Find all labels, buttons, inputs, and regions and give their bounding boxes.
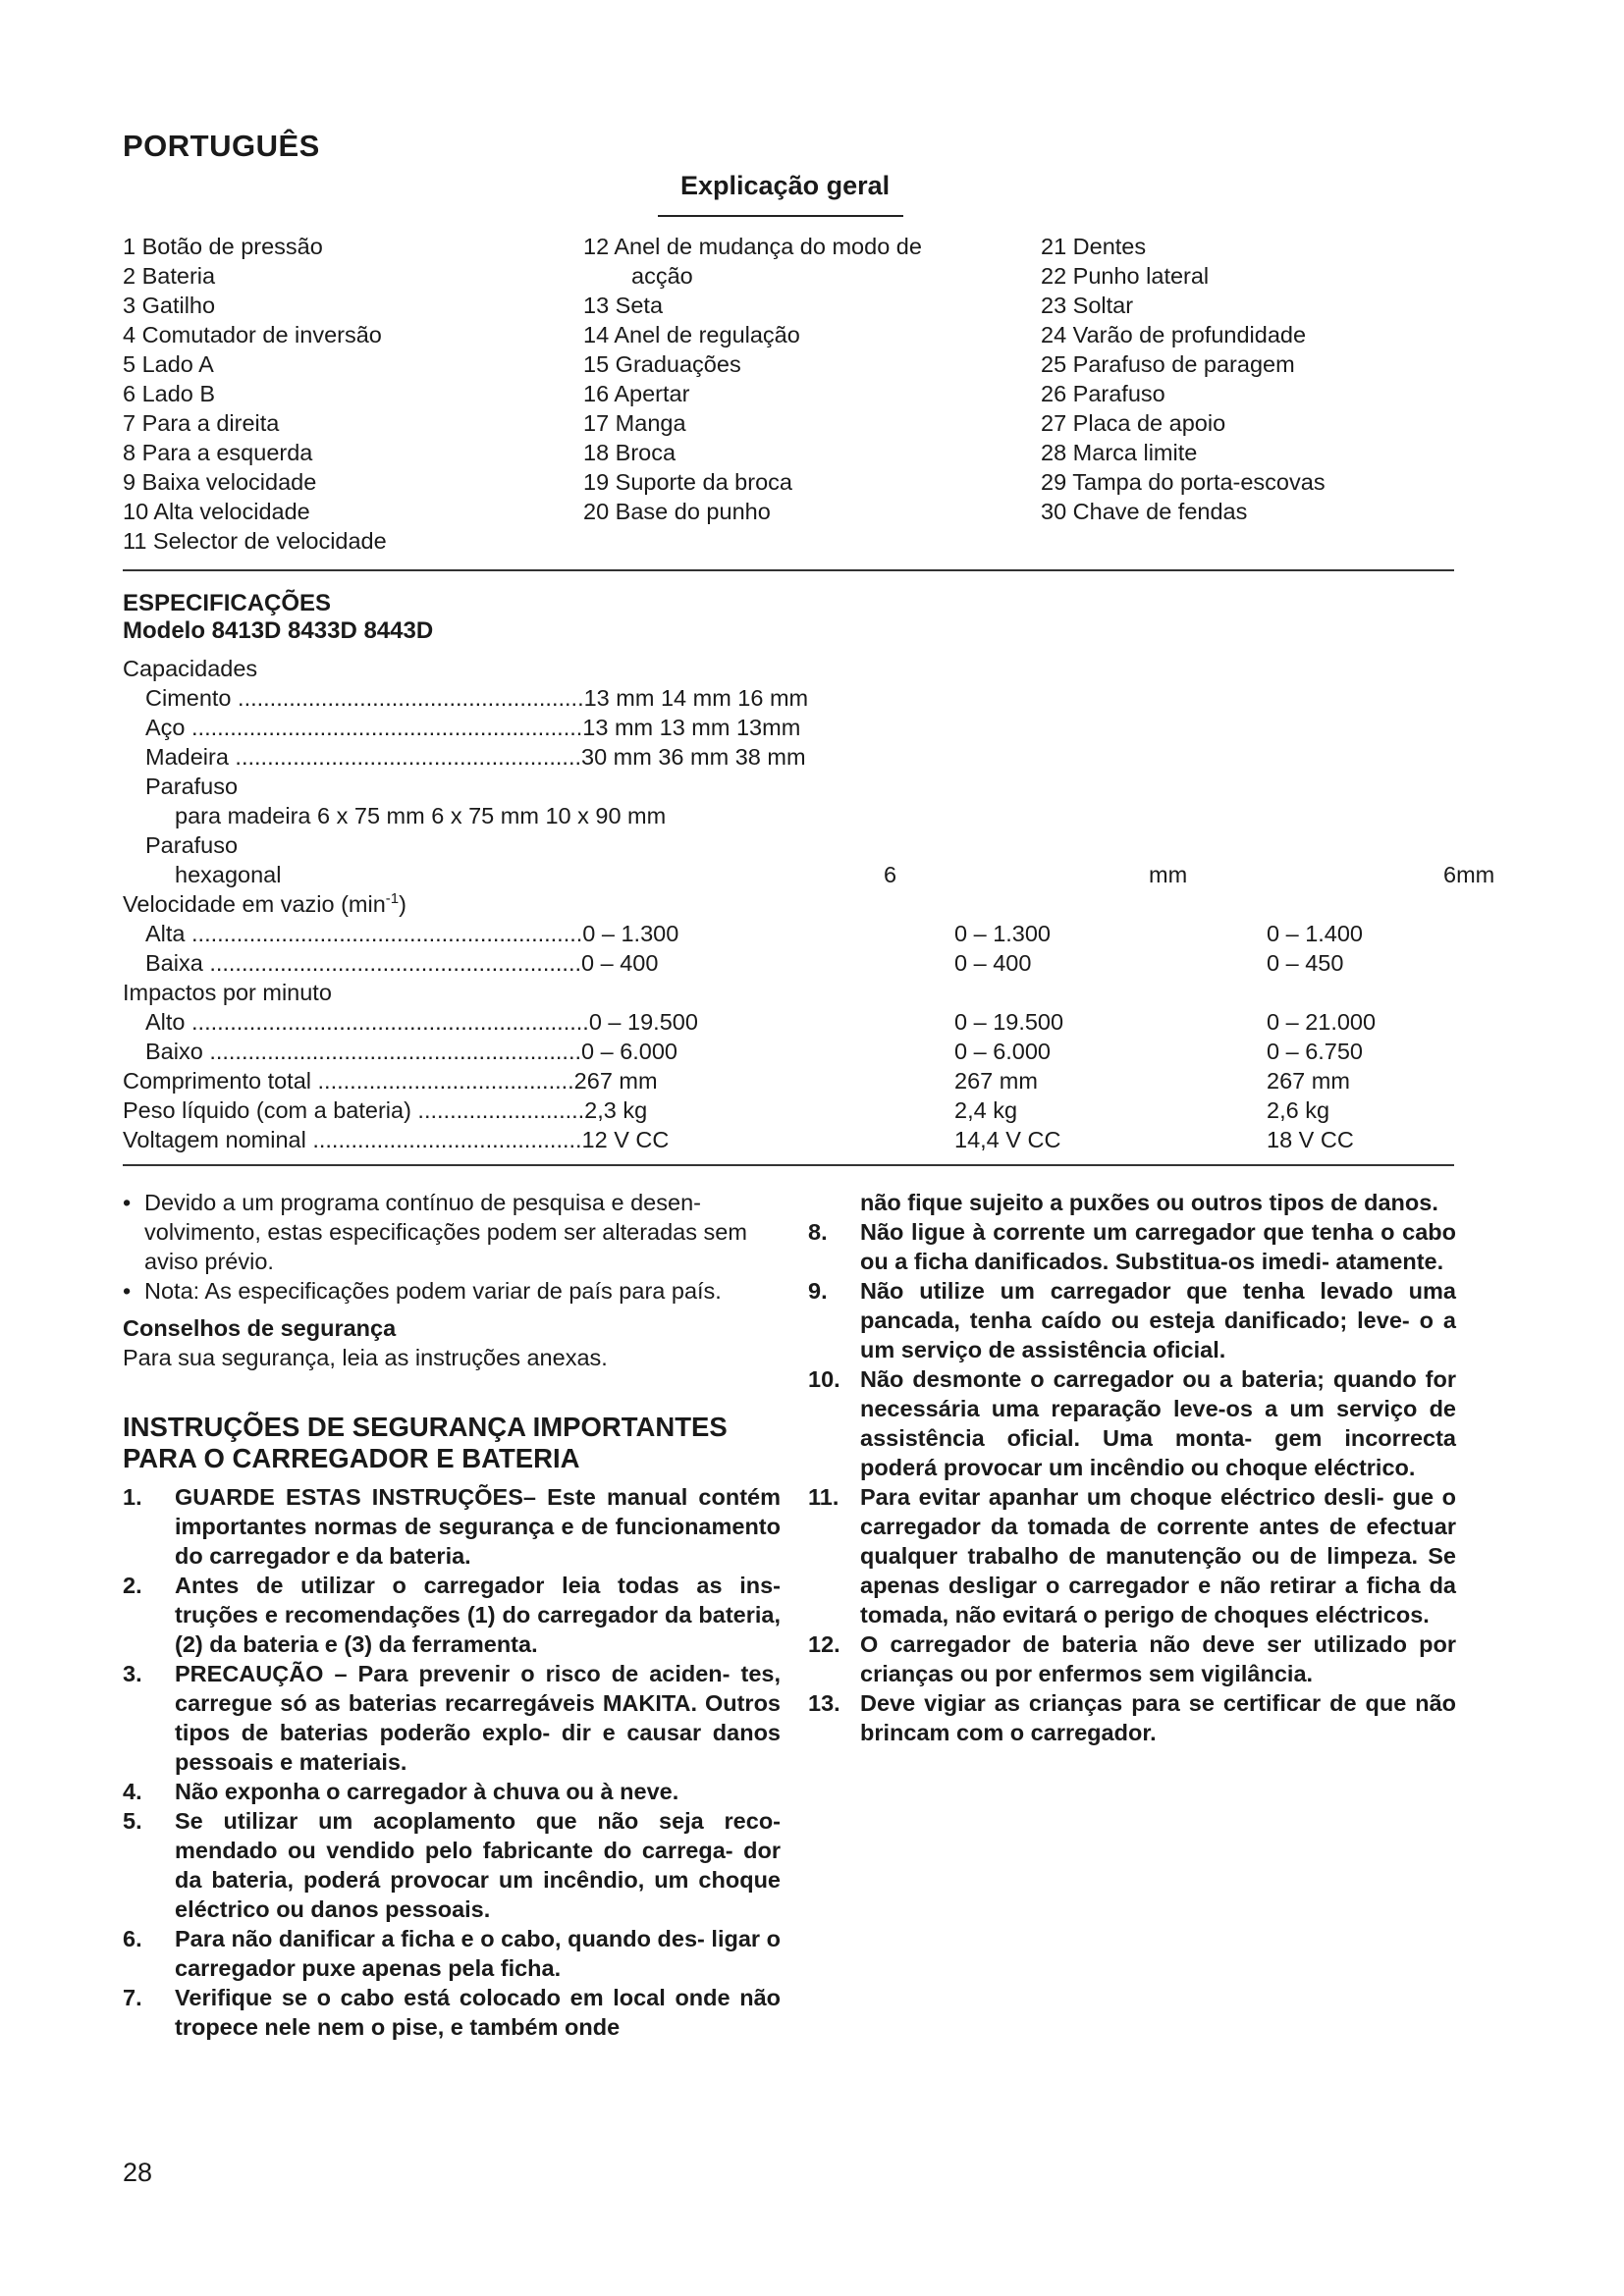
spec-value: 267 mm xyxy=(954,1068,1038,1094)
spec-value: 6mm xyxy=(1443,862,1495,887)
parts-item: 1 Botão de pressão xyxy=(123,234,323,259)
spec-value: 0 – 6.750 xyxy=(1267,1039,1364,1064)
instruction-item: 10. Não desmonte o carregador ou a bateria; quando for necessária uma reparação leve-os a um serviço de assistência oficial. Uma monta- gem incorrecta poderá provocar um incêndio ou choque eléctrico. xyxy=(808,1366,1456,1480)
parts-item-continuation: acção xyxy=(631,263,693,289)
spec-row-alta xyxy=(0,919,1624,948)
parts-list-title: Explicação geral xyxy=(680,171,891,200)
instruction-item-continuation: não fique sujeito a puxões ou outros tipos de danos. xyxy=(860,1190,1438,1215)
spec-label: Comprimento total ........................................267 mm xyxy=(123,1068,658,1094)
spec-value: 18 V CC xyxy=(1267,1127,1354,1152)
instruction-item: 8. Não ligue à corrente um carregador que tenha o cabo ou a ficha danificados. Substitua-os imedi- atamente. xyxy=(808,1219,1456,1274)
spec-label: para madeira 6 x 75 mm 6 x 75 mm 10 x 90 mm xyxy=(175,803,667,828)
safety-advice-text: Para sua segurança, leia as instruções anexas. xyxy=(123,1345,608,1370)
parts-item: 3 Gatilho xyxy=(123,293,216,318)
parts-column-3 xyxy=(1041,232,1326,526)
parts-item: 17 Manga xyxy=(583,410,686,436)
bullet-glyph: • xyxy=(123,1190,132,1215)
instruction-item: 6. Para não danificar a ficha e o cabo, quando des- ligar o carregador puxe apenas pela ficha. xyxy=(123,1926,781,1981)
spec-label-close: ) xyxy=(399,891,406,917)
parts-item: 27 Placa de apoio xyxy=(1041,410,1226,436)
parts-item: 8 Para a esquerda xyxy=(123,440,313,465)
parts-item: 23 Soltar xyxy=(1041,293,1134,318)
instruction-item: 13. Deve vigiar as crianças para se certificar de que não brincam com o carregador. xyxy=(808,1690,1456,1745)
spec-value: 0 – 1.300 xyxy=(954,921,1052,946)
spec-label: Parafuso xyxy=(145,832,239,858)
spec-row-voltagem xyxy=(0,1125,1624,1154)
spec-row-comprimento xyxy=(0,1066,1624,1095)
spec-row-velocidade xyxy=(0,889,1624,919)
spec-value: 0 – 6.000 xyxy=(954,1039,1052,1064)
spec-row-parafuso2-label xyxy=(0,830,1624,860)
spec-label: Voltagem nominal ..........................................12 V CC xyxy=(123,1127,670,1152)
spec-label-text: Velocidade em vazio (min xyxy=(123,891,386,917)
section-divider xyxy=(123,1164,1454,1166)
spec-value: 2,6 kg xyxy=(1267,1097,1330,1123)
spec-label: hexagonal xyxy=(175,862,282,887)
spec-value: 267 mm xyxy=(1267,1068,1350,1094)
left-column xyxy=(123,1188,781,2042)
parts-column-1 xyxy=(123,232,387,556)
parts-item: 16 Apertar xyxy=(583,381,690,406)
spec-label: Cimento ......................................................13 mm 14 mm 16 mm xyxy=(145,685,809,711)
parts-item: 19 Suporte da broca xyxy=(583,469,792,495)
spec-row-hexagonal xyxy=(0,860,1624,889)
safety-advice-title: Conselhos de segurança xyxy=(123,1315,397,1341)
bullet-glyph: • xyxy=(123,1278,132,1304)
parts-item: 9 Baixa velocidade xyxy=(123,469,317,495)
spec-row-baixa xyxy=(0,948,1624,978)
spec-row-alto xyxy=(0,1007,1624,1037)
instruction-item: 4. Não exponha o carregador à chuva ou à neve. xyxy=(123,1779,679,1804)
parts-column-2 xyxy=(583,232,922,526)
note-bullet: • Devido a um programa contínuo de pesquisa e desen- volvimento, estas especificações podem ser alteradas sem aviso prévio. xyxy=(123,1190,747,1274)
parts-item: 20 Base do punho xyxy=(583,499,771,524)
spec-value: 6 xyxy=(884,862,897,887)
parts-item: 13 Seta xyxy=(583,293,664,318)
specs-title: ESPECIFICAÇÕES xyxy=(123,590,332,616)
instruction-item: 11. Para evitar apanhar um choque eléctrico desli- gue o carregador da tomada de corrente antes de efectuar qualquer trabalho de manutenção ou de limpeza. Se apenas desligar o carregador e não retirar a ficha da tomada, não evitará o perigo de choques eléctricos. xyxy=(808,1484,1456,1628)
spec-label xyxy=(123,889,406,919)
parts-item: 28 Marca limite xyxy=(1041,440,1198,465)
parts-item: 18 Broca xyxy=(583,440,677,465)
parts-item: 14 Anel de regulação xyxy=(583,322,800,347)
spec-row-peso xyxy=(0,1095,1624,1125)
note-bullet: • Nota: As especificações podem variar de país para país. xyxy=(123,1278,722,1304)
spec-value: 0 – 21.000 xyxy=(1267,1009,1377,1035)
page-number: 28 xyxy=(123,2158,153,2187)
spec-label: Aço .............................................................13 mm 13 mm 13mm xyxy=(145,715,801,740)
spec-value: 14,4 V CC xyxy=(954,1127,1061,1152)
spec-row-aco xyxy=(0,713,1624,742)
instruction-item: 7. Verifique se o cabo está colocado em local onde não tropece nele nem o pise, e também onde xyxy=(123,1985,781,2040)
spec-row-cimento xyxy=(0,683,1624,713)
instructions-heading: INSTRUÇÕES DE SEGURANÇA IMPORTANTES PARA O CARREGADOR E BATERIA xyxy=(123,1412,728,1473)
parts-item: 4 Comutador de inversão xyxy=(123,322,382,347)
spec-row-impactos xyxy=(0,978,1624,1007)
spec-value: 0 – 19.500 xyxy=(954,1009,1064,1035)
parts-item: 26 Parafuso xyxy=(1041,381,1165,406)
instruction-item: 2. Antes de utilizar o carregador leia todas as ins- truções e recomendações (1) do carregador da bateria, (2) da bateria e (3) da ferramenta. xyxy=(123,1573,781,1657)
parts-item: 15 Graduações xyxy=(583,351,741,377)
instruction-item: 1. GUARDE ESTAS INSTRUÇÕES– Este manual contém importantes normas de segurança e de funcionamento do carregador e da bateria. xyxy=(123,1484,781,1569)
parts-item: 29 Tampa do porta-escovas xyxy=(1041,469,1326,495)
spec-label: Baixa ..........................................................0 – 400 xyxy=(145,950,659,976)
instruction-item: 12. O carregador de bateria não deve ser utilizado por crianças ou por enfermos sem vigilância. xyxy=(808,1631,1456,1686)
spec-row-capacities xyxy=(0,654,1624,683)
parts-item: 22 Punho lateral xyxy=(1041,263,1210,289)
parts-item: 2 Bateria xyxy=(123,263,216,289)
parts-item: 25 Parafuso de paragem xyxy=(1041,351,1295,377)
spec-row-parafuso-madeira xyxy=(0,801,1624,830)
spec-label: Parafuso xyxy=(145,774,239,799)
instruction-item: 5. Se utilizar um acoplamento que não seja reco- mendado ou vendido pelo fabricante do carrega- dor da bateria, poderá provocar um incêndio, um choque eléctrico ou danos pessoais. xyxy=(123,1808,781,1922)
parts-item: 30 Chave de fendas xyxy=(1041,499,1248,524)
spec-label: Baixo ..........................................................0 – 6.000 xyxy=(145,1039,678,1064)
spec-row-baixo xyxy=(0,1037,1624,1066)
spec-label: Alto ..............................................................0 – 19.500 xyxy=(145,1009,698,1035)
specs-model-line: Modelo 8413D 8433D 8443D xyxy=(123,617,434,644)
parts-item: 10 Alta velocidade xyxy=(123,499,310,524)
right-column xyxy=(808,1188,1456,1747)
spec-value: 0 – 400 xyxy=(954,950,1032,976)
parts-title-underline xyxy=(658,215,903,217)
spec-label: Alta .............................................................0 – 1.300 xyxy=(145,921,679,946)
parts-item: 11 Selector de velocidade xyxy=(123,528,387,554)
spec-label: Madeira ......................................................30 mm 36 mm 38 mm xyxy=(145,744,806,770)
spec-value: 0 – 1.400 xyxy=(1267,921,1364,946)
spec-label: Impactos por minuto xyxy=(123,980,332,1005)
instruction-item: 3. PRECAUÇÃO – Para prevenir o risco de aciden- tes, carregue só as baterias recarregáveis MAKITA. Outros tipos de baterias poderão explo- dir e causar danos pessoais e materiais. xyxy=(123,1661,781,1775)
spec-row-madeira xyxy=(0,742,1624,772)
parts-item: 12 Anel de mudança do modo de xyxy=(583,234,922,259)
spec-value: 2,4 kg xyxy=(954,1097,1018,1123)
parts-item: 5 Lado A xyxy=(123,351,214,377)
spec-label: Capacidades xyxy=(123,656,258,681)
parts-item: 6 Lado B xyxy=(123,381,216,406)
language-title: PORTUGUÊS xyxy=(123,129,320,163)
spec-value: mm xyxy=(1149,862,1188,887)
spec-row-parafuso-label xyxy=(0,772,1624,801)
parts-item: 7 Para a direita xyxy=(123,410,280,436)
parts-item: 21 Dentes xyxy=(1041,234,1147,259)
spec-label: Peso líquido (com a bateria) ..........................2,3 kg xyxy=(123,1097,648,1123)
section-divider xyxy=(123,569,1454,571)
spec-value: 0 – 450 xyxy=(1267,950,1344,976)
parts-item: 24 Varão de profundidade xyxy=(1041,322,1307,347)
instruction-item: 9. Não utilize um carregador que tenha levado uma pancada, tenha caído ou esteja danificado; leve- o a um serviço de assistência oficial. xyxy=(808,1278,1456,1362)
spec-label-superscript: -1 xyxy=(385,890,400,908)
